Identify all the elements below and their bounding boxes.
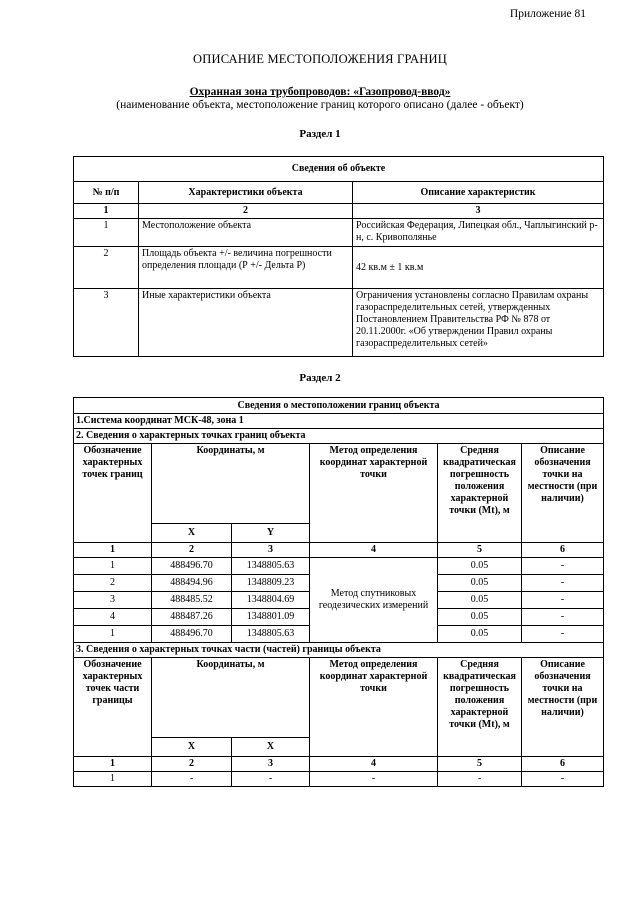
point-number: 4 [74,609,152,626]
col-number: 5 [438,757,522,772]
point-number: 1 [74,626,152,643]
object-name-text: Охранная зона трубопроводов: «Газопровод-ввод» [189,86,451,98]
header-designation: Обозначение характерных точек части границы [74,658,152,757]
point-mt: 0.05 [438,626,522,643]
point-x: 488487.26 [152,609,232,626]
col-number: 2 [152,757,232,772]
col-number: 2 [152,543,232,558]
header-designation: Обозначение характерных точек границ [74,444,152,543]
col-number: 1 [74,543,152,558]
header-error: Средняя квадратическая погрешность положения характерной точки (Mt), м [438,658,522,757]
col-number: 6 [522,757,604,772]
point-mt: 0.05 [438,575,522,592]
object-note: (наименование объекта, местоположение границ которого описано (далее - объект) [116,99,524,111]
point-desc: - [522,558,604,575]
point-number: 3 [74,592,152,609]
table-row [74,558,604,575]
col-header-char: Характеристики объекта [139,182,353,204]
header-x: X [152,738,232,757]
header-method: Метод определения координат характерной точки [310,658,438,757]
row-desc: Российская Федерация, Липецкая обл., Чаплыгинский р-н, с. Кривополянье [353,219,604,247]
point-desc: - [522,609,604,626]
method-value: Метод спутниковых геодезических измерений [310,558,438,643]
object-info-title: Сведения об объекте [74,157,604,182]
part3-cell: - [438,772,522,787]
header-method: Метод определения координат характерной точки [310,444,438,543]
point-desc: - [522,575,604,592]
point-y: 1348805.63 [232,626,310,643]
table-row [74,219,604,247]
point-mt: 0.05 [438,558,522,575]
point-x: 488494.96 [152,575,232,592]
point-y: 1348804.69 [232,592,310,609]
part3-cell: - [232,772,310,787]
header-x: X [152,524,232,543]
row-num: 2 [74,247,139,289]
row-num: 1 [74,219,139,247]
header-coordinates: Координаты, м [152,444,310,524]
col-number: 4 [310,543,438,558]
point-mt: 0.05 [438,592,522,609]
boundary-table [73,397,604,787]
header-coordinates: Координаты, м [152,658,310,738]
col-number: 2 [139,204,353,219]
coord-system: 1.Система координат МСК-48, зона 1 [74,414,604,429]
row-char: Площадь объекта +/- величина погрешности определения площади (Р +/- Дельта Р) [139,247,353,289]
part2-title: 2. Сведения о характерных точках границ объекта [74,429,604,444]
point-desc: - [522,592,604,609]
point-x: 488496.70 [152,558,232,575]
page-title: ОПИСАНИЕ МЕСТОПОЛОЖЕНИЯ ГРАНИЦ [193,52,447,66]
appendix-label: Приложение 81 [509,8,586,20]
row-char: Иные характеристики объекта [139,289,353,357]
header-y: Y [232,524,310,543]
point-x: 488496.70 [152,626,232,643]
col-number: 5 [438,543,522,558]
part3-cell: - [310,772,438,787]
table-row [74,289,604,357]
header-description: Описание обозначения точки на местности (при наличии) [522,658,604,757]
point-number: 1 [74,558,152,575]
point-mt: 0.05 [438,609,522,626]
point-y: 1348801.09 [232,609,310,626]
object-info-table [73,156,604,357]
section1-heading: Раздел 1 [299,128,341,140]
point-number: 2 [74,575,152,592]
table-row [74,772,604,787]
col-number: 4 [310,757,438,772]
point-desc: - [522,626,604,643]
part3-title: 3. Сведения о характерных точках части (частей) границы объекта [74,643,604,658]
row-desc: 42 кв.м ± 1 кв.м [353,247,604,289]
col-number: 3 [232,543,310,558]
header-error: Средняя квадратическая погрешность положения характерной точки (Mt), м [438,444,522,543]
col-number: 3 [353,204,604,219]
col-number: 6 [522,543,604,558]
object-name [0,86,640,98]
col-number: 1 [74,204,139,219]
point-y: 1348805.63 [232,558,310,575]
part3-cell: 1 [74,772,152,787]
point-y: 1348809.23 [232,575,310,592]
row-num: 3 [74,289,139,357]
table-row [74,247,604,289]
col-header-num: № п/п [74,182,139,204]
col-number: 3 [232,757,310,772]
row-desc: Ограничения установлены согласно Правилам охраны газораспределительных сетей, утвержденных Постановлением Правительства РФ № 878 от 20.11.2000г. «Об утверждении Правил охраны газораспределительных сетей» [353,289,604,357]
col-header-desc: Описание характеристик [353,182,604,204]
header-y: X [232,738,310,757]
part3-cell: - [152,772,232,787]
section2-heading: Раздел 2 [299,372,341,384]
boundary-table-title: Сведения о местоположении границ объекта [74,398,604,414]
point-x: 488485.52 [152,592,232,609]
header-description: Описание обозначения точки на местности (при наличии) [522,444,604,543]
col-number: 1 [74,757,152,772]
part3-cell: - [522,772,604,787]
row-char: Местоположение объекта [139,219,353,247]
